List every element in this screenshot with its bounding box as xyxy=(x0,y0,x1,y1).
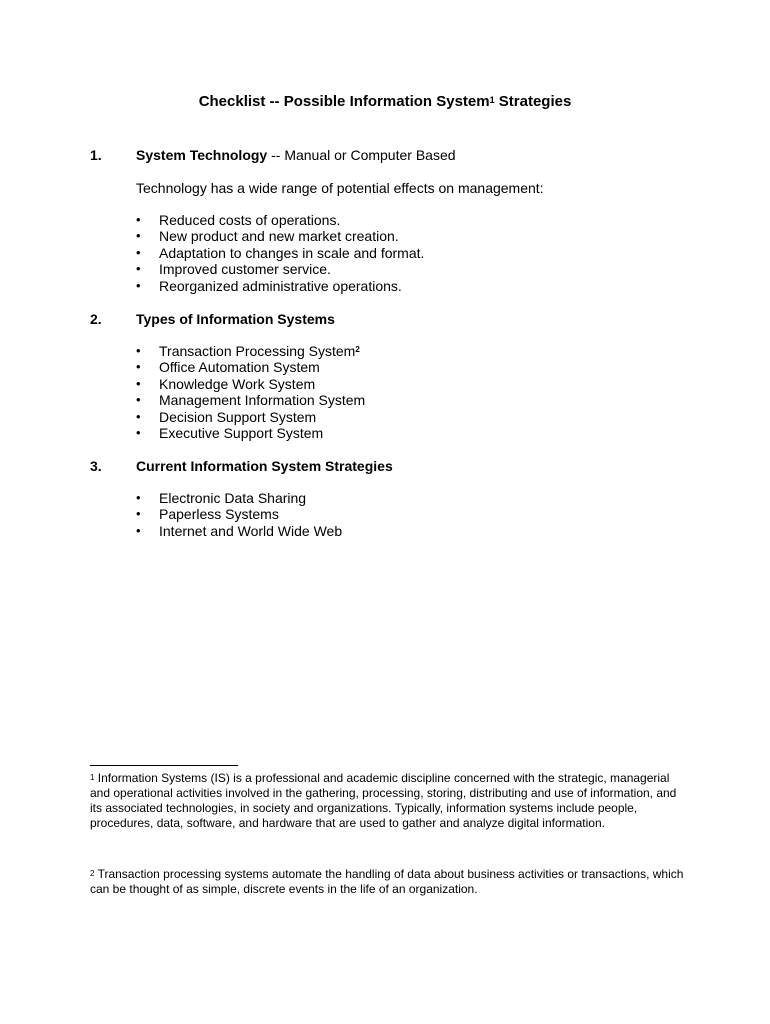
section-subtitle: -- Manual or Computer Based xyxy=(267,147,456,163)
list-item xyxy=(136,343,365,359)
list-item-text: New product and new market creation. xyxy=(159,228,399,245)
footnote-divider xyxy=(90,765,238,766)
section-number: 2. xyxy=(90,311,102,327)
footnote-mark: 1 xyxy=(90,773,95,782)
bullet-icon: • xyxy=(136,506,141,522)
list-item-text: Electronic Data Sharing xyxy=(159,490,307,506)
list-item-text: Transaction Processing System xyxy=(159,343,356,359)
section-number: 3. xyxy=(90,458,102,474)
footnote-ref-1[interactable]: 1 xyxy=(489,95,495,105)
section-number: 1. xyxy=(90,147,102,163)
section-title xyxy=(136,146,456,164)
list-item-text: Reduced costs of operations. xyxy=(159,212,341,228)
bullet-icon: • xyxy=(136,490,141,505)
footnote-ref-2[interactable]: 2 xyxy=(355,345,360,354)
list-item xyxy=(136,359,365,375)
list-item-text: Knowledge Work System xyxy=(159,375,316,392)
list-item xyxy=(136,376,365,392)
bullet-icon: • xyxy=(136,212,141,227)
section-title-bold: System Technology xyxy=(136,147,268,163)
list-item-text: Reorganized administrative operations. xyxy=(159,277,402,294)
list-item xyxy=(136,228,424,244)
bullet-icon: • xyxy=(136,522,141,538)
footnote-text: Information Systems (IS) is a professional and academic discipline concerned with the strategic, managerial and operational activities involved in the gathering, processing, storing, distributing and use of information, and its associated technologies, in society and organizations. Typically, information systems include people, procedures, data, software, and hardware that are used to gather and analyze digital information. xyxy=(90,771,677,830)
bullet-icon: • xyxy=(136,425,141,441)
list-item xyxy=(136,523,342,539)
section-title: Types of Information Systems xyxy=(136,311,335,327)
list-item-text: Executive Support System xyxy=(159,425,324,442)
list-item xyxy=(136,392,365,408)
section-2-list xyxy=(136,343,365,441)
section-3-list xyxy=(136,490,342,539)
section-1-intro: Technology has a wide range of potential effects on management: xyxy=(136,180,544,196)
list-item xyxy=(136,506,342,522)
list-item xyxy=(136,490,342,506)
section-1-list xyxy=(136,212,424,294)
bullet-icon: • xyxy=(136,244,141,260)
bullet-icon: • xyxy=(136,277,141,293)
footnote-2 xyxy=(90,867,686,897)
list-item xyxy=(136,278,424,294)
page-title-text-end: Strategies xyxy=(494,93,572,110)
list-item-text: Decision Support System xyxy=(159,408,317,425)
list-item-text: Adaptation to changes in scale and format. xyxy=(159,244,425,261)
list-item-text: Office Automation System xyxy=(159,359,320,376)
list-item-text: Improved customer service. xyxy=(159,261,331,278)
list-item-text: Paperless Systems xyxy=(159,506,279,523)
list-item-text: Internet and World Wide Web xyxy=(159,522,343,539)
bullet-icon: • xyxy=(136,343,141,358)
list-item xyxy=(136,261,424,277)
list-item xyxy=(136,212,424,228)
footnote-1 xyxy=(90,771,686,831)
bullet-icon: • xyxy=(136,408,141,424)
bullet-icon: • xyxy=(136,359,141,375)
footnote-mark: 2 xyxy=(90,869,95,878)
footnote-text: Transaction processing systems automate the handling of data about business activities or transactions, which can be thought of as simple, discrete events in the life of an organization. xyxy=(90,867,684,896)
list-item xyxy=(136,245,424,261)
list-item xyxy=(136,425,365,441)
list-item xyxy=(136,409,365,425)
bullet-icon: • xyxy=(136,375,141,391)
bullet-icon: • xyxy=(136,261,141,277)
page-title-text: Checklist -- Possible Information System xyxy=(198,93,490,110)
page-title xyxy=(0,92,770,112)
bullet-icon: • xyxy=(136,392,141,408)
bullet-icon: • xyxy=(136,228,141,244)
section-title: Current Information System Strategies xyxy=(136,458,393,474)
list-item-text: Management Information System xyxy=(159,392,366,409)
